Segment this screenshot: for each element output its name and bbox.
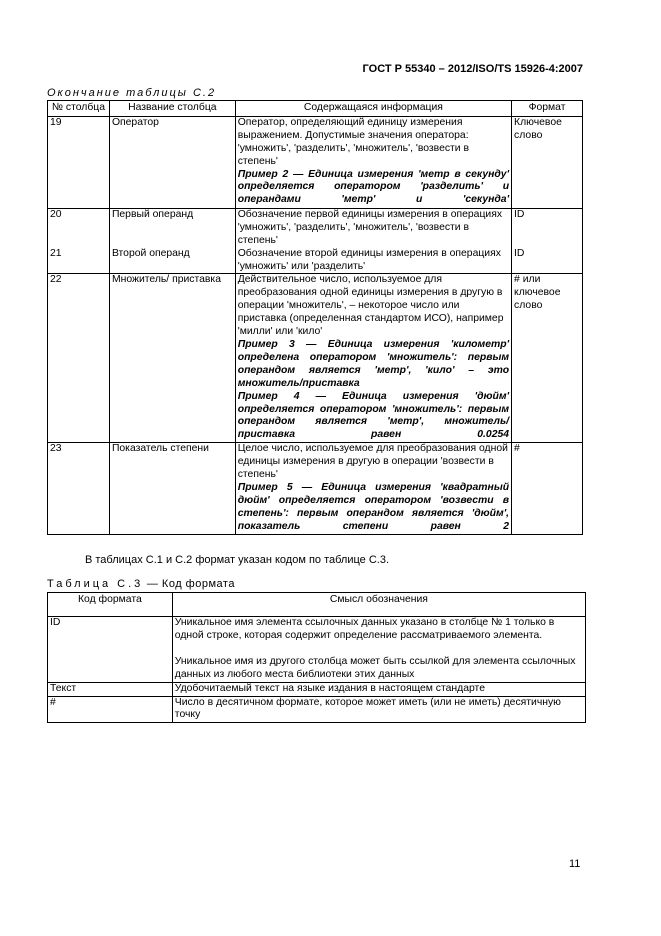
column-header-name: Название столбца bbox=[109, 101, 235, 117]
example-text: Пример 4 — Единица измерения 'дюйм' определяется оператором 'множитель': первым операндом является 'метр', множитель/приставка равен 0.0254 bbox=[237, 390, 510, 441]
meaning-text: Уникальное имя из другого столбца может быть ссылкой для элемента ссылочных данных из любого места библиотеки этих данных bbox=[174, 655, 576, 680]
cell-format: # или ключевое слово bbox=[512, 274, 583, 443]
table-row bbox=[48, 682, 586, 696]
cell-name: Второй операнд bbox=[109, 248, 235, 274]
standard-header: ГОСТ Р 55340 – 2012/ISO/TS 15926-4:2007 bbox=[362, 63, 583, 75]
table-c2-caption: Окончание таблицы С.2 bbox=[47, 87, 217, 99]
column-header-meaning: Смысл обозначения bbox=[172, 593, 585, 617]
column-header-info: Содержащаяся информация bbox=[235, 101, 511, 117]
table-header-row bbox=[48, 593, 586, 617]
cell-meaning: Удобочитаемый текст на языке издания в настоящем стандарте bbox=[172, 682, 585, 696]
cell-number: 21 bbox=[48, 248, 110, 274]
cell-number: 19 bbox=[48, 116, 110, 208]
cell-name: Показатель степени bbox=[109, 443, 235, 535]
cell-code: # bbox=[48, 696, 173, 723]
cell-meaning bbox=[172, 617, 585, 683]
example-text: Пример 2 — Единица измерения 'метр в секунду' определяется оператором 'разделить' и операндами 'метр' и 'секунда' bbox=[237, 168, 510, 206]
cell-code: Текст bbox=[48, 682, 173, 696]
cell-meaning: Число в десятичном формате, которое может иметь (или не иметь) десятичную точку bbox=[172, 696, 585, 723]
table-row bbox=[48, 208, 583, 247]
table-c2 bbox=[47, 100, 583, 535]
cell-info: Обозначение второй единицы измерения в операциях 'умножить' или 'разделить' bbox=[235, 248, 511, 274]
column-header-number: № столбца bbox=[48, 101, 110, 117]
cell-format: Ключевое слово bbox=[512, 116, 583, 208]
table-row bbox=[48, 274, 583, 443]
table-row bbox=[48, 443, 583, 535]
page-number: 11 bbox=[569, 858, 581, 870]
table-row bbox=[48, 696, 586, 723]
info-text: Оператор, определяющий единицу измерения выражением. Допустимые значения оператора: 'умножить', 'разделить', 'множитель', 'возвести в степень' bbox=[237, 116, 470, 167]
table-c3-caption-label: Таблица С.3 bbox=[47, 578, 144, 590]
example-text: Пример 5 — Единица измерения 'квадратный дюйм' определяется оператором 'возвести в степень': первым операндом является 'дюйм', показатель степени равен 2 bbox=[237, 481, 510, 532]
table-c3-caption-title: — Код формата bbox=[143, 578, 235, 590]
table-c3-caption bbox=[47, 578, 235, 590]
meaning-text: Уникальное имя элемента ссылочных данных указано в столбце № 1 только в одной строке, которая содержит определение рассматриваемого элемента. bbox=[174, 617, 555, 641]
cell-format: # bbox=[512, 443, 583, 535]
cell-number: 20 bbox=[48, 208, 110, 247]
table-row bbox=[48, 248, 583, 274]
example-text: Пример 3 — Единица измерения 'километр' определена оператором 'множитель': первым операндом является 'метр', 'кило' – это множитель/приставка bbox=[237, 338, 510, 389]
column-header-code: Код формата bbox=[48, 593, 173, 617]
cell-info bbox=[235, 274, 511, 443]
cell-format: ID bbox=[512, 248, 583, 274]
table-header-row bbox=[48, 101, 583, 117]
cell-info: Обозначение первой единицы измерения в операциях 'умножить', 'разделить', 'множитель', 'возвести в степень' bbox=[235, 208, 511, 247]
cell-code: ID bbox=[48, 617, 173, 683]
cell-info bbox=[235, 116, 511, 208]
cell-info bbox=[235, 443, 511, 535]
cell-name: Оператор bbox=[109, 116, 235, 208]
table-row bbox=[48, 116, 583, 208]
cell-format: ID bbox=[512, 208, 583, 247]
cell-name: Первый операнд bbox=[109, 208, 235, 247]
cell-name: Множитель/ приставка bbox=[109, 274, 235, 443]
table-c3 bbox=[47, 592, 586, 723]
table-row bbox=[48, 617, 586, 683]
column-header-format: Формат bbox=[512, 101, 583, 117]
cell-number: 22 bbox=[48, 274, 110, 443]
cell-number: 23 bbox=[48, 443, 110, 535]
info-text: Целое число, используемое для преобразования одной единицы измерения в другую в операции 'возвести в степень' bbox=[237, 443, 508, 481]
format-note: В таблицах С.1 и С.2 формат указан кодом по таблице С.3. bbox=[85, 554, 389, 566]
info-text: Действительное число, используемое для преобразования одной единицы измерения в другую в операции 'множитель', – некоторое число или приставка (определенная стандартом ИСО), например 'милли' или 'кило' bbox=[237, 274, 504, 338]
